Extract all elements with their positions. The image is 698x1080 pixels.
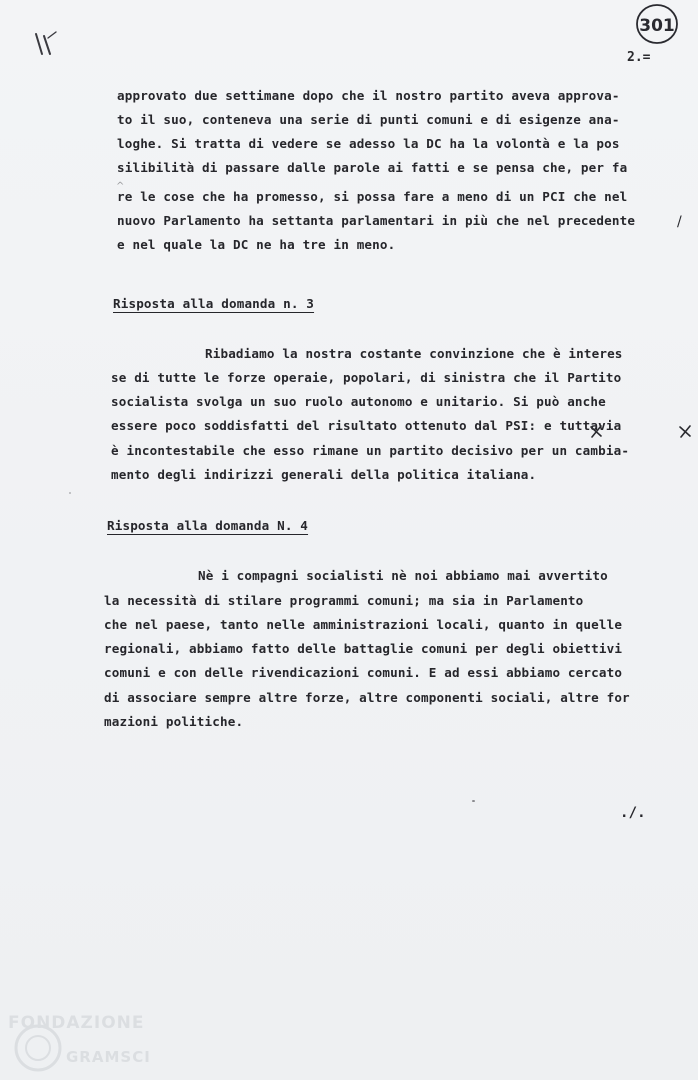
corner-pen-mark: [30, 28, 62, 58]
stamp-number: 301: [639, 16, 675, 36]
handwritten-cross-mark: [678, 424, 692, 438]
text-line: Ribadiamo la nostra costante convinzione che è interes: [205, 346, 623, 361]
page-number: 2.=: [627, 50, 651, 65]
text-line: Nè i compagni socialisti nè noi abbiamo mai avvertito: [198, 568, 608, 583]
text-line: silibilità di passare dalle parole ai fatti e se pensa che, per fa: [117, 160, 628, 175]
handwritten-cross-mark: [589, 424, 603, 438]
archive-watermark: [0, 1000, 200, 1080]
text-line: essere poco soddisfatti del risultato ottenuto dal PSI: e tuttavia: [111, 418, 622, 433]
text-line: è incontestabile che esso rimane un partito decisivo per un cambia-: [111, 443, 630, 458]
svg-text:GRAMSCI: GRAMSCI: [66, 1048, 151, 1066]
text-line: che nel paese, tanto nelle amministrazioni locali, quanto in quelle: [104, 617, 623, 632]
text-line: comuni e con delle rivendicazioni comuni. E ad essi abbiamo cercato: [104, 665, 623, 680]
archive-number-stamp: [634, 2, 680, 46]
text-line: la necessità di stilare programmi comuni; ma sia in Parlamento: [104, 593, 584, 608]
text-line: nuovo Parlamento ha settanta parlamentari in più che nel precedente: [117, 213, 636, 228]
text-line: re le cose che ha promesso, si possa fare a meno di un PCI che nel: [117, 189, 628, 204]
continuation-mark: ./.: [620, 805, 646, 821]
text-line: socialista svolga un suo ruolo autonomo e unitario. Si può anche: [111, 394, 606, 409]
svg-text:FONDAZIONE: FONDAZIONE: [8, 1013, 145, 1033]
text-line: di associare sempre altre forze, altre componenti sociali, altre for: [104, 690, 630, 705]
text-line: loghe. Si tratta di vedere se adesso la DC ha la volontà e la pos: [117, 136, 620, 151]
text-line: approvato due settimane dopo che il nostro partito aveva approva-: [117, 88, 620, 103]
section-heading: Risposta alla domanda N. 4: [107, 518, 309, 533]
text-line: regionali, abbiamo fatto delle battaglie comuni per degli obiettivi: [104, 641, 623, 656]
handwritten-slash-mark: /: [677, 214, 682, 230]
text-line: to il suo, conteneva una serie di punti comuni e di esigenze ana-: [117, 112, 620, 127]
section-heading: Risposta alla domanda n. 3: [113, 296, 315, 311]
text-line: mento degli indirizzi generali della politica italiana.: [111, 467, 537, 482]
text-line: e nel quale la DC ne ha tre in meno.: [117, 237, 396, 252]
text-line: mazioni politiche.: [104, 714, 244, 729]
paper-speck: [472, 800, 475, 802]
handwritten-caret-mark: ^: [116, 181, 125, 192]
text-line: se di tutte le forze operaie, popolari, di sinistra che il Partito: [111, 370, 622, 385]
paper-speck: [69, 492, 71, 494]
